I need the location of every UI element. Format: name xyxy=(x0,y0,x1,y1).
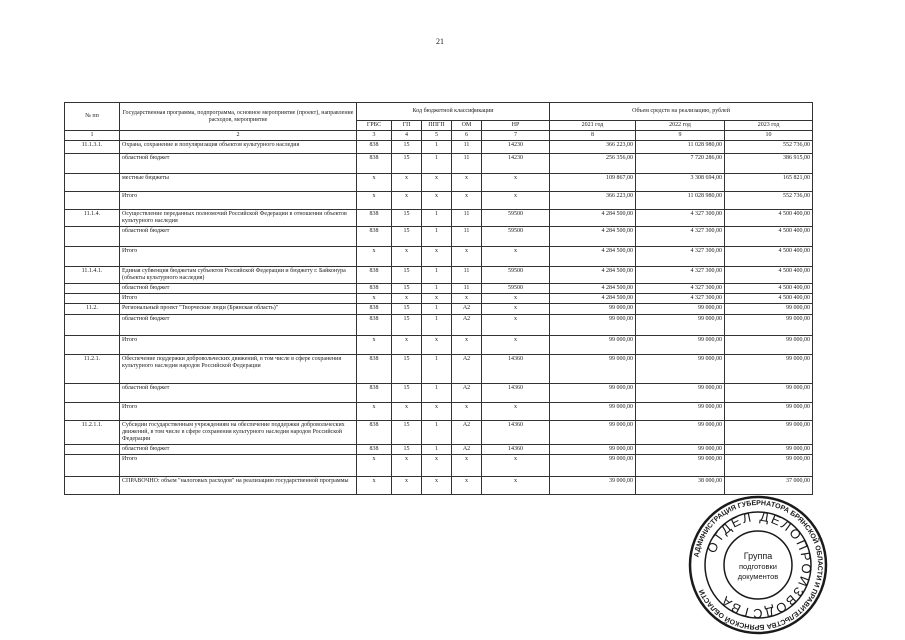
row-2021: 4 284 500,00 xyxy=(550,294,636,304)
index-cell: 9 xyxy=(636,131,725,141)
row-2022: 99 000,00 xyxy=(636,315,725,336)
table-row xyxy=(65,421,813,445)
index-cell: 7 xyxy=(482,131,550,141)
row-2023: 99 000,00 xyxy=(725,445,813,455)
row-om: А2 xyxy=(452,304,482,315)
stamp-outer-text: АДМИНИСТРАЦИЯ ГУБЕРНАТОРА БРЯНСКОЙ ОБЛАСТИ И ПРАВИТЕЛЬСТВА БРЯНСКОЙ ОБЛАСТИ xyxy=(693,499,824,631)
budget-table xyxy=(64,102,813,495)
row-om: х xyxy=(452,336,482,355)
row-nr: 59500 xyxy=(482,227,550,247)
row-2023: 4 500 400,00 xyxy=(725,210,813,227)
table-row xyxy=(65,455,813,477)
row-ppgp: 1 xyxy=(422,384,452,403)
row-name: Охрана, сохранение и популяризация объектов культурного наследия xyxy=(120,141,357,154)
index-cell: 2 xyxy=(120,131,357,141)
row-2022: 99 000,00 xyxy=(636,445,725,455)
row-gp: х xyxy=(392,403,422,421)
header-2022: 2022 год xyxy=(636,121,725,131)
row-grbs: 838 xyxy=(357,355,392,384)
row-om: А2 xyxy=(452,445,482,455)
row-grbs: х xyxy=(357,247,392,267)
row-name: областной бюджет xyxy=(120,227,357,247)
row-grbs: 838 xyxy=(357,210,392,227)
row-ppgp: 1 xyxy=(422,304,452,315)
row-gp: 15 xyxy=(392,445,422,455)
row-nr: х xyxy=(482,315,550,336)
header-2023: 2023 год xyxy=(725,121,813,131)
table-row xyxy=(65,403,813,421)
table-row xyxy=(65,227,813,247)
row-om: х xyxy=(452,294,482,304)
row-om: х xyxy=(452,247,482,267)
row-2022: 7 720 286,00 xyxy=(636,154,725,174)
row-ppgp: х xyxy=(422,477,452,495)
row-number xyxy=(65,403,120,421)
row-number xyxy=(65,174,120,192)
row-2023: 99 000,00 xyxy=(725,304,813,315)
table-row xyxy=(65,141,813,154)
row-ppgp: х xyxy=(422,294,452,304)
index-cell: 1 xyxy=(65,131,120,141)
row-nr: 14360 xyxy=(482,445,550,455)
row-nr: х xyxy=(482,403,550,421)
row-gp: х xyxy=(392,174,422,192)
row-om: 11 xyxy=(452,141,482,154)
row-ppgp: 1 xyxy=(422,445,452,455)
row-2023: 4 500 400,00 xyxy=(725,284,813,294)
header-kbk: Код бюджетной классификации xyxy=(357,103,550,121)
row-2023: 99 000,00 xyxy=(725,455,813,477)
row-2022: 4 327 300,00 xyxy=(636,294,725,304)
index-cell: 8 xyxy=(550,131,636,141)
row-nr: 14360 xyxy=(482,421,550,445)
row-2021: 4 284 500,00 xyxy=(550,227,636,247)
row-name: Итого xyxy=(120,336,357,355)
row-ppgp: х xyxy=(422,403,452,421)
row-2021: 99 000,00 xyxy=(550,355,636,384)
row-number xyxy=(65,477,120,495)
row-grbs: х xyxy=(357,477,392,495)
header-no: № пп xyxy=(65,103,120,131)
row-om: А2 xyxy=(452,421,482,445)
row-name: Обеспечение поддержки добровольческих движений, в том числе в сфере сохранения культурного наследия народов Российской Федерации xyxy=(120,355,357,384)
row-name: СПРАВОЧНО: объем "налоговых расходов" на реализацию государственной программы xyxy=(120,477,357,495)
row-grbs: х xyxy=(357,294,392,304)
row-name: Региональный проект "Творческие люди (Брянская область)" xyxy=(120,304,357,315)
row-number xyxy=(65,336,120,355)
row-gp: 15 xyxy=(392,210,422,227)
row-ppgp: 1 xyxy=(422,315,452,336)
row-ppgp: 1 xyxy=(422,227,452,247)
row-nr: 14360 xyxy=(482,355,550,384)
page-number: 21 xyxy=(436,37,444,46)
header-grbs: ГРБС xyxy=(357,121,392,131)
row-om: 11 xyxy=(452,284,482,294)
table-row xyxy=(65,315,813,336)
header-nr: НР xyxy=(482,121,550,131)
row-nr: х xyxy=(482,294,550,304)
row-number xyxy=(65,315,120,336)
row-2021: 99 000,00 xyxy=(550,445,636,455)
row-gp: 15 xyxy=(392,284,422,294)
row-name: Осуществление переданных полномочий Российской Федерации в отношении объектов культурного наследия xyxy=(120,210,357,227)
row-grbs: х xyxy=(357,174,392,192)
table-row xyxy=(65,174,813,192)
row-2021: 99 000,00 xyxy=(550,421,636,445)
row-2023: 552 736,00 xyxy=(725,192,813,210)
row-om: А2 xyxy=(452,355,482,384)
row-grbs: 838 xyxy=(357,141,392,154)
row-om: 11 xyxy=(452,267,482,284)
row-ppgp: х xyxy=(422,336,452,355)
row-2021: 4 284 500,00 xyxy=(550,267,636,284)
row-name: Субсидии государственным учреждениям на обеспечение поддержки добровольческих движений, в том числе в сфере сохранения культурного наследия народов Российской Федерации xyxy=(120,421,357,445)
row-2021: 39 000,00 xyxy=(550,477,636,495)
row-gp: 15 xyxy=(392,421,422,445)
row-name: Единая субвенция бюджетам субъектов Российской Федерации и бюджету г. Байконура (объекты культурного наследия) xyxy=(120,267,357,284)
row-number: 11.2. xyxy=(65,304,120,315)
row-om: 11 xyxy=(452,154,482,174)
row-number xyxy=(65,455,120,477)
table-row xyxy=(65,247,813,267)
row-2023: 99 000,00 xyxy=(725,403,813,421)
row-gp: х xyxy=(392,455,422,477)
stamp-center-line-3: документов xyxy=(737,572,779,581)
row-om: А2 xyxy=(452,315,482,336)
table-row xyxy=(65,355,813,384)
row-grbs: 838 xyxy=(357,227,392,247)
row-2023: 4 500 400,00 xyxy=(725,294,813,304)
row-ppgp: 1 xyxy=(422,355,452,384)
row-gp: 15 xyxy=(392,141,422,154)
row-gp: х xyxy=(392,477,422,495)
row-name: Итого xyxy=(120,455,357,477)
row-number: 11.2.1. xyxy=(65,355,120,384)
row-name: областной бюджет xyxy=(120,384,357,403)
row-number xyxy=(65,445,120,455)
row-grbs: 838 xyxy=(357,315,392,336)
index-cell: 5 xyxy=(422,131,452,141)
row-grbs: 838 xyxy=(357,154,392,174)
row-ppgp: 1 xyxy=(422,154,452,174)
row-grbs: х xyxy=(357,403,392,421)
row-nr: х xyxy=(482,455,550,477)
header-volume: Объем средств на реализацию, рублей xyxy=(550,103,813,121)
row-2021: 4 284 500,00 xyxy=(550,247,636,267)
stamp-ring-text: ОТДЕЛ ДЕЛОПРОИЗВОДСТВА xyxy=(703,508,815,622)
row-ppgp: 1 xyxy=(422,284,452,294)
row-name: Итого xyxy=(120,192,357,210)
row-om: А2 xyxy=(452,384,482,403)
row-gp: 15 xyxy=(392,315,422,336)
header-2021: 2021 год xyxy=(550,121,636,131)
row-om: х xyxy=(452,174,482,192)
row-ppgp: х xyxy=(422,174,452,192)
row-number: 11.1.3.1. xyxy=(65,141,120,154)
row-2021: 99 000,00 xyxy=(550,315,636,336)
row-2023: 386 915,00 xyxy=(725,154,813,174)
row-name: областной бюджет xyxy=(120,315,357,336)
row-2021: 4 284 500,00 xyxy=(550,210,636,227)
row-grbs: 838 xyxy=(357,421,392,445)
row-grbs: 838 xyxy=(357,384,392,403)
row-2023: 99 000,00 xyxy=(725,384,813,403)
row-grbs: х xyxy=(357,336,392,355)
row-2022: 38 000,00 xyxy=(636,477,725,495)
row-name: местные бюджеты xyxy=(120,174,357,192)
row-2021: 99 000,00 xyxy=(550,455,636,477)
header-gp: ГП xyxy=(392,121,422,131)
table-row xyxy=(65,304,813,315)
index-cell: 3 xyxy=(357,131,392,141)
row-2022: 99 000,00 xyxy=(636,403,725,421)
row-nr: 59500 xyxy=(482,267,550,284)
row-name: областной бюджет xyxy=(120,445,357,455)
row-gp: х xyxy=(392,247,422,267)
row-2022: 3 308 694,00 xyxy=(636,174,725,192)
row-name: Итого xyxy=(120,294,357,304)
row-name: Итого xyxy=(120,403,357,421)
stamp-center-line-1: Группа xyxy=(743,551,773,561)
row-2022: 99 000,00 xyxy=(636,336,725,355)
row-2021: 366 223,00 xyxy=(550,192,636,210)
row-2023: 99 000,00 xyxy=(725,421,813,445)
row-name: областной бюджет xyxy=(120,284,357,294)
row-nr: 59500 xyxy=(482,210,550,227)
row-2022: 4 327 300,00 xyxy=(636,210,725,227)
row-2023: 4 500 400,00 xyxy=(725,247,813,267)
header-name: Государственная программа, подпрограмма, основное мероприятие (проект), направление расходов, мероприятие xyxy=(120,103,357,131)
stamp-center-line-2: подготовки xyxy=(739,562,777,571)
row-2021: 99 000,00 xyxy=(550,336,636,355)
row-2022: 99 000,00 xyxy=(636,421,725,445)
row-2021: 99 000,00 xyxy=(550,403,636,421)
row-nr: х xyxy=(482,174,550,192)
row-ppgp: 1 xyxy=(422,141,452,154)
row-om: х xyxy=(452,403,482,421)
row-grbs: 838 xyxy=(357,445,392,455)
table-row xyxy=(65,294,813,304)
row-nr: 14230 xyxy=(482,154,550,174)
row-gp: х xyxy=(392,192,422,210)
row-2023: 99 000,00 xyxy=(725,315,813,336)
row-gp: 15 xyxy=(392,154,422,174)
row-nr: 59500 xyxy=(482,284,550,294)
row-2023: 4 500 400,00 xyxy=(725,267,813,284)
row-nr: х xyxy=(482,304,550,315)
row-ppgp: х xyxy=(422,247,452,267)
table-row xyxy=(65,284,813,294)
row-om: х xyxy=(452,455,482,477)
row-gp: 15 xyxy=(392,304,422,315)
row-2022: 11 028 980,00 xyxy=(636,192,725,210)
header-ppgp: ППГП xyxy=(422,121,452,131)
row-name: областной бюджет xyxy=(120,154,357,174)
row-2021: 99 000,00 xyxy=(550,304,636,315)
row-2023: 99 000,00 xyxy=(725,336,813,355)
row-number xyxy=(65,294,120,304)
row-om: 11 xyxy=(452,227,482,247)
row-nr: 14360 xyxy=(482,384,550,403)
row-2021: 256 356,00 xyxy=(550,154,636,174)
row-2021: 366 223,00 xyxy=(550,141,636,154)
row-nr: х xyxy=(482,336,550,355)
row-om: х xyxy=(452,477,482,495)
row-nr: х xyxy=(482,247,550,267)
row-name: Итого xyxy=(120,247,357,267)
index-cell: 4 xyxy=(392,131,422,141)
row-2022: 11 028 980,00 xyxy=(636,141,725,154)
row-ppgp: 1 xyxy=(422,421,452,445)
table-row xyxy=(65,477,813,495)
row-om: х xyxy=(452,192,482,210)
row-gp: х xyxy=(392,336,422,355)
row-2023: 37 000,00 xyxy=(725,477,813,495)
row-number: 11.1.4. xyxy=(65,210,120,227)
table-row xyxy=(65,192,813,210)
row-grbs: 838 xyxy=(357,267,392,284)
row-gp: 15 xyxy=(392,384,422,403)
row-gp: 15 xyxy=(392,227,422,247)
row-2022: 4 327 300,00 xyxy=(636,267,725,284)
row-2022: 4 327 300,00 xyxy=(636,227,725,247)
row-grbs: 838 xyxy=(357,304,392,315)
row-2023: 99 000,00 xyxy=(725,355,813,384)
header-om: ОМ xyxy=(452,121,482,131)
table-row xyxy=(65,336,813,355)
row-number xyxy=(65,284,120,294)
row-nr: х xyxy=(482,477,550,495)
row-2023: 165 821,00 xyxy=(725,174,813,192)
table-row xyxy=(65,267,813,284)
row-ppgp: х xyxy=(422,455,452,477)
row-number xyxy=(65,384,120,403)
index-row xyxy=(65,131,813,141)
table-row xyxy=(65,384,813,403)
row-number: 11.2.1.1. xyxy=(65,421,120,445)
row-ppgp: 1 xyxy=(422,267,452,284)
row-number: 11.1.4.1. xyxy=(65,267,120,284)
row-number xyxy=(65,227,120,247)
row-2022: 4 327 300,00 xyxy=(636,247,725,267)
index-cell: 10 xyxy=(725,131,813,141)
row-ppgp: х xyxy=(422,192,452,210)
row-2022: 4 327 300,00 xyxy=(636,284,725,294)
row-grbs: х xyxy=(357,192,392,210)
table-row xyxy=(65,210,813,227)
row-2022: 99 000,00 xyxy=(636,384,725,403)
row-number xyxy=(65,247,120,267)
index-cell: 6 xyxy=(452,131,482,141)
row-gp: 15 xyxy=(392,267,422,284)
table-row xyxy=(65,154,813,174)
row-grbs: х xyxy=(357,455,392,477)
row-gp: х xyxy=(392,294,422,304)
row-number xyxy=(65,154,120,174)
table-body xyxy=(65,141,813,495)
row-nr: 14230 xyxy=(482,141,550,154)
row-2023: 4 500 400,00 xyxy=(725,227,813,247)
row-om: 11 xyxy=(452,210,482,227)
row-2021: 109 867,00 xyxy=(550,174,636,192)
table-header xyxy=(65,103,813,141)
row-2021: 99 000,00 xyxy=(550,384,636,403)
table-row xyxy=(65,445,813,455)
row-ppgp: 1 xyxy=(422,210,452,227)
row-2022: 99 000,00 xyxy=(636,355,725,384)
row-2021: 4 284 500,00 xyxy=(550,284,636,294)
row-grbs: 838 xyxy=(357,284,392,294)
stamp xyxy=(688,495,828,635)
row-number xyxy=(65,192,120,210)
row-2022: 99 000,00 xyxy=(636,455,725,477)
row-nr: х xyxy=(482,192,550,210)
row-2022: 99 000,00 xyxy=(636,304,725,315)
row-gp: 15 xyxy=(392,355,422,384)
row-2023: 552 736,00 xyxy=(725,141,813,154)
